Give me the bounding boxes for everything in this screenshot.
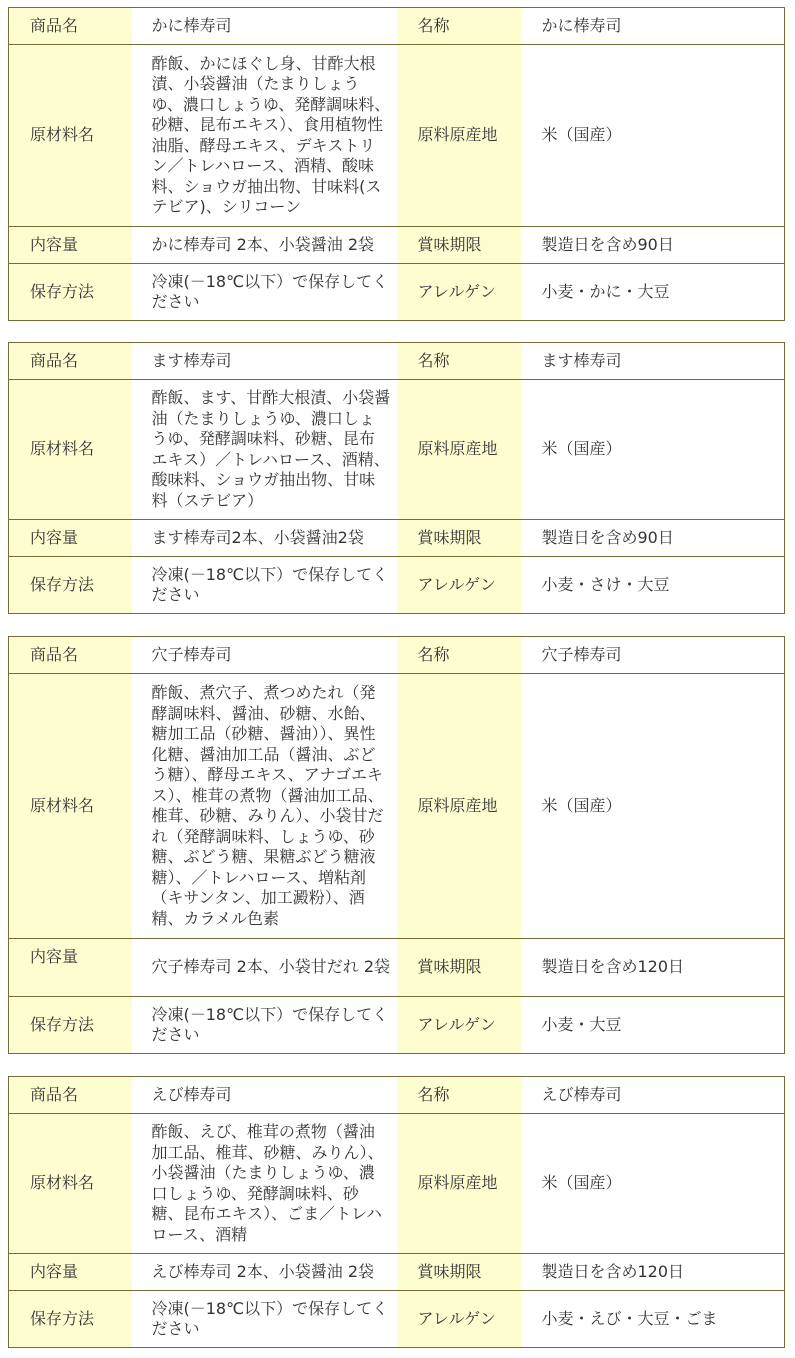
allergen-value: 小麦・さけ・大豆 — [521, 557, 785, 614]
contents-label: 内容量 — [9, 227, 132, 264]
product-name-label: 商品名 — [9, 1077, 132, 1114]
ingredients-label: 原材料名 — [9, 674, 132, 939]
ingredients-value: 酢飯、ます、甘酢大根漬、小袋醤油（たまりしょうゆ、濃口しょうゆ、発酵調味料、砂糖、昆布エキス）／トレハロース、酒精、酸味料、ショウガ抽出物、甘味料（ステビア） — [132, 380, 397, 520]
product-table — [8, 342, 785, 614]
product-name-value: えび棒寿司 — [132, 1077, 397, 1114]
expiry-label: 賞味期限 — [397, 520, 521, 557]
origin-value: 米（国産） — [521, 674, 785, 939]
ingredients-label: 原材料名 — [9, 45, 132, 227]
name-label: 名称 — [397, 637, 521, 674]
product-table — [8, 1076, 785, 1348]
contents-row — [9, 227, 785, 264]
product-table — [8, 7, 785, 321]
product-name-row — [9, 637, 785, 674]
contents-label: 内容量 — [9, 520, 132, 557]
product-name-value: ます棒寿司 — [132, 343, 397, 380]
storage-row — [9, 997, 785, 1054]
contents-label: 内容量 — [9, 1254, 132, 1291]
storage-label: 保存方法 — [9, 264, 132, 321]
contents-row — [9, 1254, 785, 1291]
product-name-label: 商品名 — [9, 8, 132, 45]
expiry-value: 製造日を含め90日 — [521, 520, 785, 557]
product-name-value: 穴子棒寿司 — [132, 637, 397, 674]
contents-label: 内容量 — [9, 939, 132, 997]
storage-label: 保存方法 — [9, 557, 132, 614]
product-name-row — [9, 8, 785, 45]
origin-label: 原料原産地 — [397, 380, 521, 520]
product-name-label: 商品名 — [9, 637, 132, 674]
storage-value: 冷凍(－18℃以下）で保存してください — [132, 997, 397, 1054]
product-name-value: かに棒寿司 — [132, 8, 397, 45]
name-value: えび棒寿司 — [521, 1077, 785, 1114]
ingredients-row — [9, 1114, 785, 1254]
storage-row — [9, 557, 785, 614]
origin-label: 原料原産地 — [397, 45, 521, 227]
storage-label: 保存方法 — [9, 1291, 132, 1348]
contents-row — [9, 520, 785, 557]
allergen-label: アレルゲン — [397, 557, 521, 614]
origin-label: 原料原産地 — [397, 1114, 521, 1254]
storage-value: 冷凍(－18℃以下）で保存してください — [132, 557, 397, 614]
origin-value: 米（国産） — [521, 45, 785, 227]
product-name-row — [9, 1077, 785, 1114]
expiry-value: 製造日を含め90日 — [521, 227, 785, 264]
product-name-label: 商品名 — [9, 343, 132, 380]
origin-label: 原料原産地 — [397, 674, 521, 939]
ingredients-value: 酢飯、えび、椎茸の煮物（醤油加工品、椎茸、砂糖、みりん）、小袋醤油（たまりしょうゆ、濃口しょうゆ、発酵調味料、砂糖、昆布エキス）、ごま／トレハロース、酒精 — [132, 1114, 397, 1254]
expiry-label: 賞味期限 — [397, 227, 521, 264]
expiry-label: 賞味期限 — [397, 1254, 521, 1291]
ingredients-row — [9, 674, 785, 939]
ingredients-label: 原材料名 — [9, 1114, 132, 1254]
name-value: かに棒寿司 — [521, 8, 785, 45]
name-value: 穴子棒寿司 — [521, 637, 785, 674]
allergen-label: アレルゲン — [397, 1291, 521, 1348]
storage-row — [9, 264, 785, 321]
allergen-value: 小麦・大豆 — [521, 997, 785, 1054]
storage-value: 冷凍(－18℃以下）で保存してください — [132, 1291, 397, 1348]
contents-value: ます棒寿司2本、小袋醤油2袋 — [132, 520, 397, 557]
allergen-value: 小麦・かに・大豆 — [521, 264, 785, 321]
storage-value: 冷凍(－18℃以下）で保存してください — [132, 264, 397, 321]
contents-value: えび棒寿司 2本、小袋醤油 2袋 — [132, 1254, 397, 1291]
name-label: 名称 — [397, 1077, 521, 1114]
name-label: 名称 — [397, 343, 521, 380]
contents-row — [9, 939, 785, 997]
origin-value: 米（国産） — [521, 380, 785, 520]
ingredients-row — [9, 380, 785, 520]
storage-row — [9, 1291, 785, 1348]
ingredients-row — [9, 45, 785, 227]
storage-label: 保存方法 — [9, 997, 132, 1054]
allergen-label: アレルゲン — [397, 264, 521, 321]
expiry-value: 製造日を含め120日 — [521, 939, 785, 997]
contents-value: かに棒寿司 2本、小袋醤油 2袋 — [132, 227, 397, 264]
contents-value: 穴子棒寿司 2本、小袋甘だれ 2袋 — [132, 939, 397, 997]
expiry-value: 製造日を含め120日 — [521, 1254, 785, 1291]
ingredients-value: 酢飯、煮穴子、煮つめたれ（発酵調味料、醤油、砂糖、水飴、糖加工品（砂糖、醤油））、異性化糖、醤油加工品（醤油、ぶどう糖）、酵母エキス、アナゴエキス）、椎茸の煮物（醤油加工品、椎茸、砂糖、みりん）、小袋甘だれ（発酵調味料、しょうゆ、砂糖、ぶどう糖、果糖ぶどう糖液糖）、／トレハロース、増粘剤（キサンタン、加工澱粉）、酒精、カラメル色素 — [132, 674, 397, 939]
name-label: 名称 — [397, 8, 521, 45]
allergen-value: 小麦・えび・大豆・ごま — [521, 1291, 785, 1348]
name-value: ます棒寿司 — [521, 343, 785, 380]
allergen-label: アレルゲン — [397, 997, 521, 1054]
expiry-label: 賞味期限 — [397, 939, 521, 997]
product-name-row — [9, 343, 785, 380]
origin-value: 米（国産） — [521, 1114, 785, 1254]
product-table — [8, 636, 785, 1054]
ingredients-value: 酢飯、かにほぐし身、甘酢大根漬、小袋醤油（たまりしょうゆ、濃口しょうゆ、発酵調味料、砂糖、昆布エキス）、食用植物性油脂、酵母エキス、デキストリン／トレハロース、酒精、酸味料、ショウガ抽出物、甘味料(ステビア)、シリコーン — [132, 45, 397, 227]
ingredients-label: 原材料名 — [9, 380, 132, 520]
